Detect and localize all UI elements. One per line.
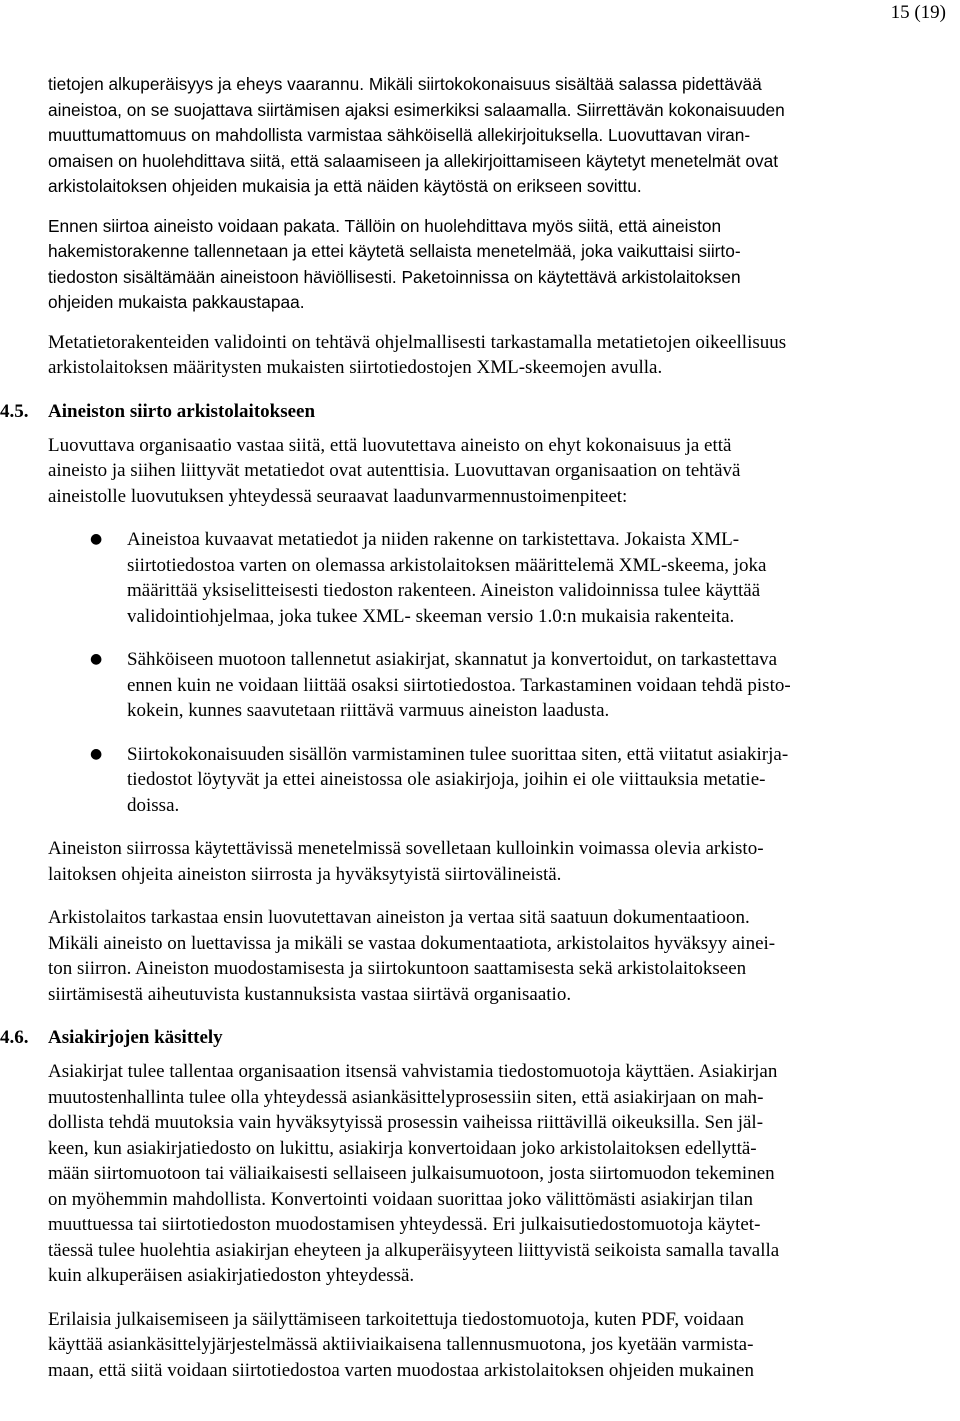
text-line: aineistolle luovutuksen yhteydessä seuraavat laadunvarmennustoimenpiteet: xyxy=(48,485,628,507)
text-line: käyttää asiankäsittelyjärjestelmässä aktiiviaikaisena tallennusmuotona, jos kyetään varmista- xyxy=(48,1334,754,1355)
text-line: tiedostot löytyvät ja ettei aineistossa ole asiakirjoja, joihin ei ole viittauksia metatie- xyxy=(127,769,766,790)
text-line: aineistoa, on se suojattava siirtämisen ajaksi esimerkiksi salaamalla. Siirrettävän kokonaisuuden xyxy=(48,99,785,120)
bullet-item xyxy=(48,527,950,629)
bullet-item xyxy=(48,742,950,819)
text-line: muuttuessa tai siirtotiedoston muodostamisen yhteydessä. Eri julkaisutiedostomuotoja käytet- xyxy=(48,1214,761,1235)
text-line: täessä tulee huolehtia asiakirjan eheyteen ja alkuperäisyyteen liittyvistä seikoista samalla tavalla xyxy=(48,1239,780,1261)
section-heading-4-5 xyxy=(0,399,950,425)
section-title: Aineiston siirto arkistolaitokseen xyxy=(48,400,316,422)
text-line: Ennen siirtoa aineisto voidaan pakata. Tällöin on huolehdittava myös siitä, että aineiston xyxy=(48,215,722,236)
text-line: ohjeiden mukaista pakkaustapaa. xyxy=(48,292,305,312)
validation-paragraph xyxy=(48,330,950,381)
text-line: validointiohjelmaa, joka tukee XML- skeeman versio 1.0:n mukaisia rakenteita. xyxy=(127,605,735,627)
text-line: keen, kun asiakirjatiedosto on lukittu, asiakirja konvertoidaan joko arkistolaitoksen edellyttä- xyxy=(48,1137,757,1159)
text-line: kokein, kunnes saavutetaan riittävä varmuus aineiston laadusta. xyxy=(127,700,610,721)
bullet-icon: ● xyxy=(90,651,103,667)
text-line: siirtotiedostoa varten on olemassa arkistolaitoksen määrittelemä XML-skeema, joka xyxy=(127,554,767,576)
text-line: laitoksen ohjeita aineiston siirrosta ja hyväksytyistä siirtovälineistä. xyxy=(48,863,562,885)
text-line: siirtämisestä aiheutuvista kustannuksista vastaa siirtävä organisaatio. xyxy=(48,983,572,1005)
storage-paragraph xyxy=(48,1059,950,1289)
text-line: Erilaisia julkaisemiseen ja säilyttämiseen tarkoitettuja tiedostomuotoja, kuten PDF, voidaan xyxy=(48,1308,745,1330)
text-line: Siirtokokonaisuuden sisällön varmistaminen tulee suorittaa siten, että viitatut asiakirja- xyxy=(127,743,789,765)
packing-paragraph xyxy=(48,214,950,316)
page-number: 15 (19) xyxy=(890,2,946,23)
page-content xyxy=(0,72,950,1383)
text-line: tiedoston sisältämään aineistoon häviöllisesti. Paketoinnissa on käytettävä arkistolaitoksen xyxy=(48,266,741,287)
text-line: on myöhemmin mahdollista. Konvertointi voidaan suorittaa joko välittömästi asiakirjan tilan xyxy=(48,1188,753,1210)
text-line: ennen kuin ne voidaan liittää osaksi siirtotiedostoa. Tarkastaminen voidaan tehdä pisto- xyxy=(127,674,791,696)
section-heading-4-6 xyxy=(0,1025,950,1051)
section-title: Asiakirjojen käsittely xyxy=(48,1027,223,1048)
text-line: Aineistoa kuvaavat metatiedot ja niiden rakenne on tarkistettava. Jokaista XML- xyxy=(127,529,740,550)
text-line: hakemistorakenne tallennetaan ja ettei käytetä sellaista menetelmää, joka vaikuttaisi siirto- xyxy=(48,241,741,261)
formats-paragraph xyxy=(48,1307,950,1384)
text-line: Aineiston siirrossa käytettävissä menetelmissä sovelletaan kulloinkin voimassa olevia arkisto- xyxy=(48,838,764,859)
text-line: dollista tehdä muutoksia vain hyväksytyissä prosessin vaiheissa riittävillä oikeuksilla. Sen jäl- xyxy=(48,1112,764,1133)
text-line: mään siirtomuotoon tai väliaikaisesti sellaiseen julkaisumuotoon, josta siirtomuodon tekeminen xyxy=(48,1163,775,1184)
text-line: ton siirron. Aineiston muodostamisesta ja siirtokuntoon saattamisesta sekä arkistolaitokseen xyxy=(48,958,747,979)
text-line: Luovuttava organisaatio vastaa siitä, että luovutettava aineisto on ehyt kokonaisuus ja että xyxy=(48,434,732,456)
text-line: omaisen on huolehdittava siitä, että salaamiseen ja allekirjoittamiseen käytetyt menetelmät ovat xyxy=(48,150,779,171)
text-line: tietojen alkuperäisyys ja eheys vaarannu. Mikäli siirtokokonaisuus sisältää salassa pidettävää xyxy=(48,74,762,94)
text-line: arkistolaitoksen määritysten mukaisten siirtotiedostojen XML-skeemojen avulla. xyxy=(48,357,663,378)
text-line: Arkistolaitos tarkastaa ensin luovutettavan aineiston ja vertaa sitä saatuun dokumentaatioon. xyxy=(48,907,750,928)
bullet-icon: ● xyxy=(90,745,103,762)
text-line: Metatietorakenteiden validointi on tehtävä ohjelmallisesti tarkastamalla metatietojen oikeellisuus xyxy=(48,331,787,353)
section-number: 4.6. xyxy=(0,1027,29,1048)
text-line: Asiakirjat tulee tallentaa organisaation itsensä vahvistamia tiedostomuotoja käyttäen. Asiakirjan xyxy=(48,1061,778,1082)
intro-paragraph xyxy=(48,72,950,200)
text-line: aineisto ja siihen liittyvät metatiedot ovat autenttisia. Luovuttavan organisaation on tehtävä xyxy=(48,460,741,481)
text-line: määrittää yksiselitteisesti tiedoston rakenteen. Aineiston validoinnissa tulee käyttää xyxy=(127,580,761,601)
section-number: 4.5. xyxy=(0,400,29,422)
text-line: Sähköiseen muotoon tallennetut asiakirjat, skannatut ja konvertoidut, on tarkastettava xyxy=(127,649,778,670)
text-line: muuttumattomuus on mahdollista varmistaa sähköisellä allekirjoituksella. Luovuttavan viran- xyxy=(48,125,751,145)
text-line: muutostenhallinta tulee olla yhteydessä asiankäsittelyprosessiin siten, että asiakirjaan on mah- xyxy=(48,1086,764,1108)
section-4-5-intro xyxy=(48,433,950,510)
bullet-item xyxy=(48,647,950,724)
text-line: arkistolaitoksen ohjeiden mukaisia ja että näiden käytöstä on erikseen sovittu. xyxy=(48,176,642,196)
text-line: kuin alkuperäisen asiakirjatiedoston yhteydessä. xyxy=(48,1265,415,1286)
text-line: Mikäli aineisto on luettavissa ja mikäli se vastaa dokumentaatiota, arkistolaitos hyväksyy ainei- xyxy=(48,932,776,954)
bullet-icon: ● xyxy=(90,531,103,547)
text-line: maan, että siitä voidaan siirtotiedostoa varten muodostaa arkistolaitoksen ohjeiden mukainen xyxy=(48,1359,754,1381)
methods-paragraph xyxy=(48,836,950,887)
text-line: doissa. xyxy=(127,794,180,816)
check-paragraph xyxy=(48,905,950,1007)
